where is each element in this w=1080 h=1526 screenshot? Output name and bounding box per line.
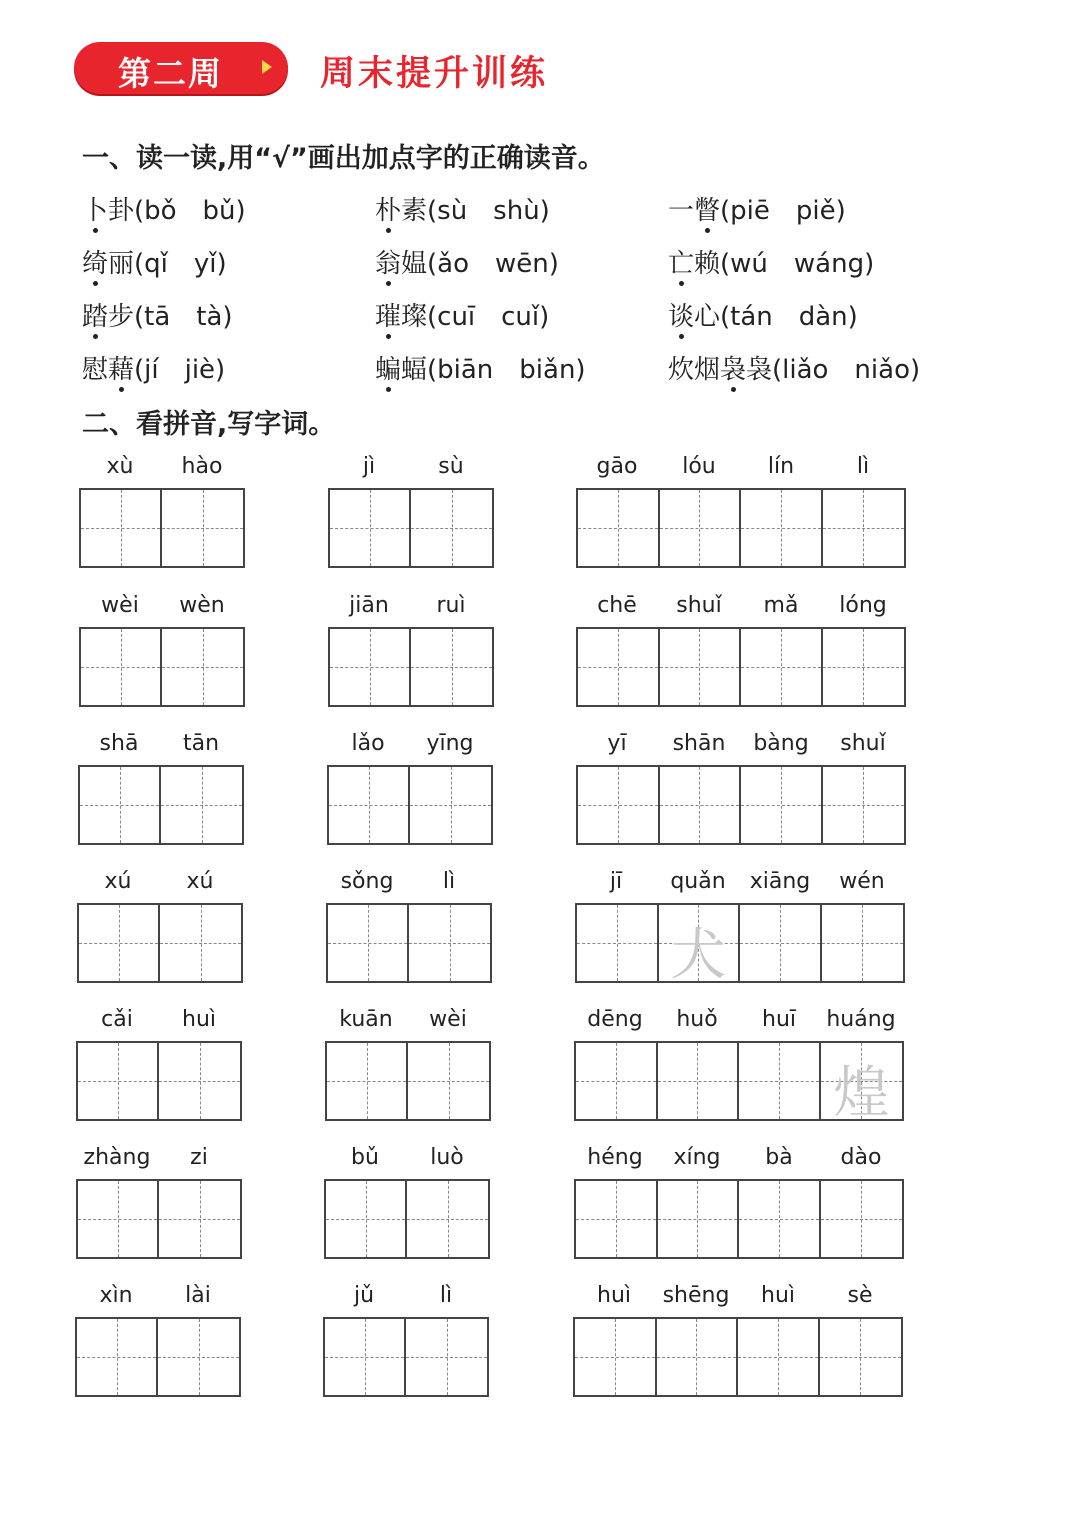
writing-cell[interactable] [329,767,410,843]
writing-cell[interactable] [660,629,742,705]
writing-cell[interactable] [330,629,411,705]
pinyin-label: huáng [826,1007,896,1032]
writing-grid[interactable] [77,903,243,983]
writing-grid[interactable] [79,488,245,568]
reading-item-text: 卜卦(bǒ bǔ) [82,190,246,227]
writing-cell[interactable] [576,1043,658,1119]
week-badge-text: 第二周 [118,54,223,93]
writing-cell[interactable] [407,1181,488,1257]
writing-cell[interactable] [741,490,823,566]
writing-cell[interactable] [79,905,160,981]
pinyin-label: huī [762,1007,796,1032]
writing-cell[interactable] [823,767,904,843]
writing-grid[interactable] [574,1179,904,1259]
pinyin-label: yīng [426,731,474,756]
pinyin-label: hào [181,454,223,479]
reading-item-text: 炊烟袅袅(liǎo niǎo) [668,349,920,386]
handwritten-char: 犬 [670,923,727,988]
reading-item[interactable] [82,349,225,386]
emphasis-dot-icon [93,228,98,233]
pinyin-label: wèi [429,1007,467,1032]
week-badge [74,42,288,94]
writing-cell[interactable] [81,629,162,705]
writing-cell[interactable] [408,1043,489,1119]
reading-item[interactable] [668,190,846,227]
writing-cell[interactable] [739,1043,821,1119]
writing-cell[interactable] [578,767,660,843]
reading-item-text: 亡赖(wú wáng) [668,243,874,280]
emphasis-dot-icon [386,281,391,286]
writing-grid[interactable] [576,627,906,707]
writing-grid[interactable] [573,1317,903,1397]
writing-cell[interactable] [330,490,411,566]
reading-item-text: 绮丽(qǐ yǐ) [82,243,227,280]
writing-cell[interactable] [78,1043,159,1119]
reading-item[interactable] [375,243,559,280]
writing-cell[interactable] [577,905,659,981]
writing-cell[interactable] [409,905,490,981]
pinyin-label: jī [609,869,623,894]
writing-cell[interactable] [578,629,660,705]
reading-item-text: 翁媪(ǎo wēn) [375,243,559,280]
pinyin-label: lì [442,869,456,894]
pinyin-label: shān [672,731,726,756]
pinyin-label: jǔ [353,1283,375,1308]
reading-item[interactable] [668,349,920,386]
pinyin-label: cǎi [101,1007,133,1032]
pinyin-label: lóng [839,593,887,618]
writing-cell[interactable] [410,767,491,843]
pinyin-label: lì [856,454,870,479]
pinyin-label: lài [185,1283,211,1308]
writing-cell[interactable] [80,767,161,843]
pinyin-label: gāo [596,454,638,479]
reading-item-text: 慰藉(jí jiè) [82,349,225,386]
writing-cell[interactable] [659,905,741,988]
reading-item[interactable] [82,243,227,280]
pinyin-label: xù [106,454,134,479]
writing-cell[interactable] [161,767,242,843]
pinyin-label: dēng [587,1007,643,1032]
writing-cell[interactable] [411,490,492,566]
writing-cell[interactable] [78,1181,159,1257]
writing-grid[interactable] [79,627,245,707]
pinyin-label: kuān [339,1007,393,1032]
pinyin-label: tān [182,731,220,756]
reading-item[interactable] [668,296,858,333]
reading-item[interactable] [375,296,549,333]
writing-cell[interactable] [823,490,904,566]
writing-cell[interactable] [328,905,409,981]
writing-grid[interactable] [76,1041,242,1121]
pinyin-label: xìn [99,1283,133,1308]
reading-item-text: 蝙蝠(biān biǎn) [375,349,586,386]
pinyin-label: xiāng [749,869,811,894]
reading-item-text: 踏步(tā tà) [82,296,233,333]
emphasis-dot-icon [386,228,391,233]
pinyin-label: zi [190,1145,208,1170]
writing-cell[interactable] [160,905,241,981]
pinyin-label: huǒ [676,1007,718,1032]
writing-cell[interactable] [823,629,904,705]
writing-grid[interactable] [328,488,494,568]
emphasis-dot-icon [386,387,391,392]
writing-cell[interactable] [738,1319,820,1395]
pinyin-label: zhàng [83,1145,151,1170]
writing-grid[interactable] [326,903,492,983]
pinyin-label: lóu [682,454,716,479]
writing-cell[interactable] [658,1181,740,1257]
section2-heading: 二、看拼音,写字词。 [82,409,336,440]
pinyin-label: luò [430,1145,464,1170]
handwritten-char: 煌 [833,1061,890,1126]
emphasis-dot-icon [705,228,710,233]
pinyin-label: shuǐ [676,593,722,618]
pinyin-label: wèn [179,593,225,618]
pinyin-label: mǎ [763,593,799,618]
writing-grid[interactable] [324,1179,490,1259]
section1-heading: 一、读一读,用“√”画出加点字的正确读音。 [82,143,605,174]
pinyin-label: huì [597,1283,631,1308]
pinyin-label: bǔ [351,1145,379,1170]
reading-item-text: 一瞥(piē piě) [668,190,846,227]
pinyin-label: wén [839,869,885,894]
reading-item[interactable] [375,349,586,386]
writing-cell[interactable] [81,490,162,566]
writing-cell[interactable] [325,1319,406,1395]
writing-grid[interactable] [574,1041,904,1126]
writing-cell[interactable] [411,629,492,705]
pinyin-label: xíng [673,1145,721,1170]
writing-cell[interactable] [739,1181,821,1257]
writing-grid[interactable] [576,488,906,568]
pinyin-label: lín [767,454,795,479]
pinyin-label: quǎn [670,869,726,894]
reading-item[interactable] [668,243,874,280]
writing-grid[interactable] [323,1317,489,1397]
writing-grid[interactable] [327,765,493,845]
writing-grid[interactable] [76,1179,242,1259]
emphasis-dot-icon [731,387,736,392]
writing-grid[interactable] [575,903,905,988]
writing-cell[interactable] [327,1043,408,1119]
writing-cell[interactable] [821,1043,902,1126]
writing-grid[interactable] [576,765,906,845]
pinyin-label: shuǐ [840,731,886,756]
writing-cell[interactable] [660,767,742,843]
writing-grid[interactable] [325,1041,491,1121]
writing-grid[interactable] [78,765,244,845]
triangle-right-icon [262,60,272,74]
pinyin-label: sǒng [340,869,394,894]
writing-cell[interactable] [740,905,822,981]
emphasis-dot-icon [679,281,684,286]
pinyin-label: bàng [753,731,809,756]
writing-cell[interactable] [821,1181,902,1257]
writing-cell[interactable] [576,1181,658,1257]
writing-cell[interactable] [159,1181,240,1257]
page-title: 周末提升训练 [320,54,549,94]
pinyin-label: lì [439,1283,453,1308]
emphasis-dot-icon [93,334,98,339]
writing-grid[interactable] [328,627,494,707]
pinyin-label: chē [597,593,637,618]
writing-cell[interactable] [162,629,243,705]
writing-cell[interactable] [159,1043,240,1119]
writing-cell[interactable] [741,767,823,843]
writing-cell[interactable] [326,1181,407,1257]
emphasis-dot-icon [119,387,124,392]
pinyin-label: shēng [662,1283,730,1308]
writing-cell[interactable] [820,1319,901,1395]
writing-cell[interactable] [162,490,243,566]
writing-cell[interactable] [77,1319,158,1395]
reading-item-text: 谈心(tán dàn) [668,296,858,333]
pinyin-label: huì [761,1283,795,1308]
pinyin-label: yī [607,731,627,756]
writing-grid[interactable] [75,1317,241,1397]
pinyin-label: dào [840,1145,882,1170]
pinyin-label: shā [99,731,139,756]
reading-item[interactable] [82,296,233,333]
reading-item[interactable] [375,190,550,227]
pinyin-label: lǎo [351,731,385,756]
writing-cell[interactable] [575,1319,657,1395]
writing-cell[interactable] [657,1319,739,1395]
pinyin-label: xú [186,869,214,894]
emphasis-dot-icon [93,281,98,286]
writing-cell[interactable] [158,1319,239,1395]
writing-cell[interactable] [822,905,903,981]
pinyin-label: jì [362,454,376,479]
reading-item[interactable] [82,190,246,227]
emphasis-dot-icon [386,334,391,339]
pinyin-label: héng [587,1145,643,1170]
reading-item-text: 朴素(sù shù) [375,190,550,227]
pinyin-label: sù [438,454,464,479]
pinyin-label: bà [765,1145,793,1170]
writing-cell[interactable] [406,1319,487,1395]
writing-cell[interactable] [741,629,823,705]
writing-cell[interactable] [658,1043,740,1119]
pinyin-label: wèi [101,593,139,618]
pinyin-label: jiān [349,593,389,618]
emphasis-dot-icon [679,334,684,339]
pinyin-label: ruì [436,593,466,618]
pinyin-label: sè [847,1283,873,1308]
writing-cell[interactable] [578,490,660,566]
writing-cell[interactable] [660,490,742,566]
pinyin-label: huì [182,1007,216,1032]
pinyin-label: xú [104,869,132,894]
reading-item-text: 璀璨(cuī cuǐ) [375,296,549,333]
